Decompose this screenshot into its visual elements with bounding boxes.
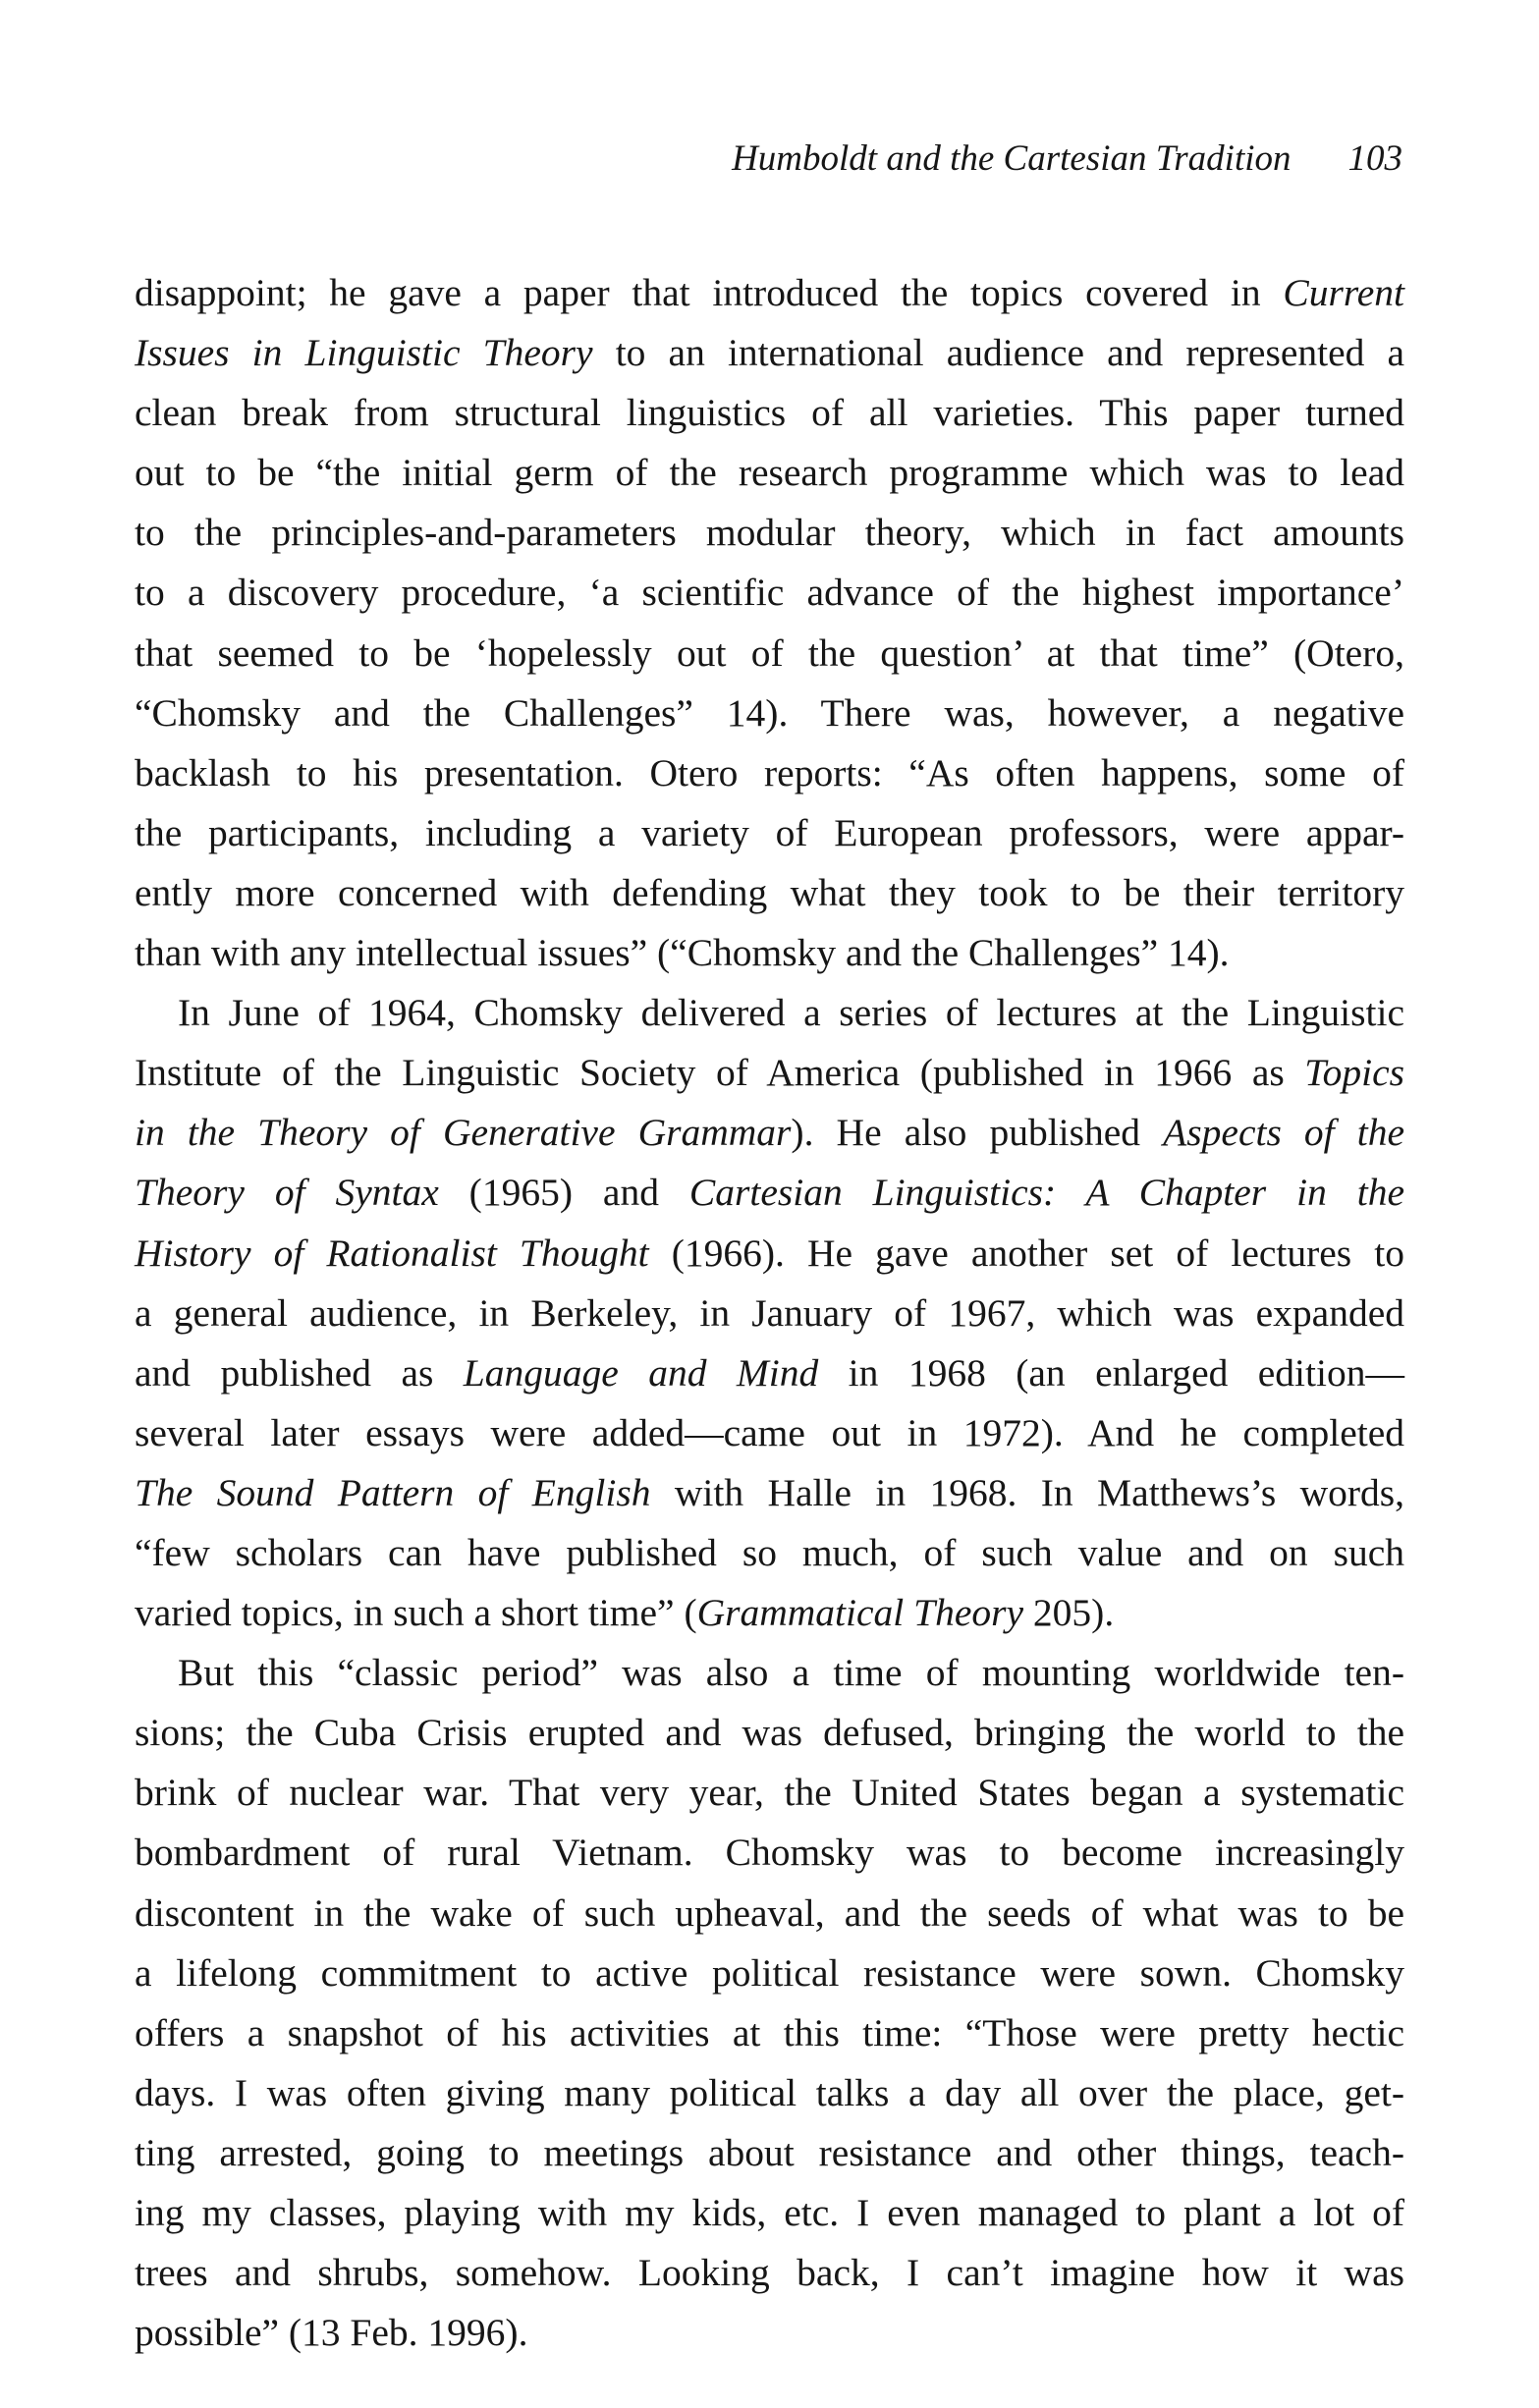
- text-span: to an international audience and represented a: [592, 331, 1405, 375]
- text-span: and published as: [135, 1350, 464, 1395]
- text-line: [135, 863, 1404, 923]
- text-line: [135, 624, 1404, 684]
- text-line: [135, 2063, 1404, 2123]
- running-head-title: Humboldt and the Cartesian Tradition: [732, 138, 1292, 179]
- text-span: possible” (13 Feb. 1996).: [135, 2311, 528, 2355]
- text-span: with Halle in 1968. In Matthews’s words,: [650, 1470, 1405, 1514]
- text-span: in 1968 (an enlarged edition—: [818, 1350, 1404, 1395]
- text-line: [135, 1224, 1404, 1284]
- text-span: several later essays were added—came out in 1972). And he completed: [135, 1410, 1404, 1454]
- italic-text: Issues in Linguistic Theory: [135, 331, 593, 375]
- text-span: Institute of the Linguistic Society of America (published in 1966 as: [135, 1051, 1305, 1095]
- text-line: [135, 2123, 1404, 2183]
- text-line: [135, 2243, 1404, 2303]
- text-span: out to be “the initial germ of the research programme which was to lead: [135, 451, 1404, 495]
- text-span: to the principles-and-parameters modular theory, which in fact amounts: [135, 511, 1404, 555]
- text-line: [135, 1284, 1404, 1343]
- text-span: brink of nuclear war. That very year, the United States began a systematic: [135, 1771, 1404, 1815]
- italic-text: Theory of Syntax: [135, 1171, 439, 1215]
- text-line: [135, 263, 1404, 323]
- text-line: [135, 684, 1404, 743]
- text-line: [135, 983, 1404, 1043]
- text-line: [135, 1463, 1404, 1523]
- text-line: [135, 1643, 1404, 1703]
- italic-text: Topics: [1304, 1051, 1404, 1095]
- text-span: ently more concerned with defending what they took to be their territory: [135, 870, 1404, 914]
- italic-text: Current: [1283, 271, 1404, 314]
- text-span: days. I was often giving many political talks a day all over the place, get-: [135, 2070, 1404, 2114]
- text-line: [135, 2303, 1404, 2363]
- text-span: (1965) and: [438, 1171, 689, 1215]
- text-span: varied topics, in such a short time” (: [135, 1591, 697, 1635]
- text-line: [135, 2003, 1404, 2063]
- italic-text: The Sound Pattern of English: [135, 1470, 651, 1514]
- italic-text: Grammatical Theory: [696, 1591, 1024, 1635]
- text-line: [135, 1523, 1404, 1583]
- text-line: [135, 323, 1404, 383]
- text-span: bombardment of rural Vietnam. Chomsky was to become increasingly: [135, 1831, 1404, 1875]
- text-line: [135, 1943, 1404, 2003]
- page-number: 103: [1347, 138, 1402, 179]
- text-line: [135, 1583, 1404, 1643]
- text-line: [135, 1163, 1404, 1223]
- text-span: “few scholars can have published so much, of such value and on such: [135, 1530, 1404, 1574]
- text-span: disappoint; he gave a paper that introduced the topics covered in: [135, 271, 1284, 314]
- text-line: [135, 1703, 1404, 1763]
- text-span: sions; the Cuba Crisis erupted and was defused, bringing the world to the: [135, 1711, 1404, 1755]
- text-line: [135, 1884, 1404, 1943]
- text-span: to a discovery procedure, ‘a scientific advance of the highest importance’: [135, 571, 1404, 615]
- italic-text: Language and Mind: [463, 1350, 819, 1395]
- text-span: ting arrested, going to meetings about resistance and other things, teach-: [135, 2130, 1404, 2174]
- text-span: offers a snapshot of his activities at this time: “Those were pretty hectic: [135, 2010, 1404, 2054]
- text-line: [135, 443, 1404, 503]
- text-span: 205).: [1023, 1591, 1115, 1635]
- running-head: [136, 137, 1402, 181]
- text-line: [135, 743, 1404, 803]
- italic-text: Cartesian Linguistics: A Chapter in the: [688, 1171, 1404, 1215]
- text-span: than with any intellectual issues” (“Chomsky and the Challenges” 14).: [135, 931, 1230, 975]
- text-span: a general audience, in Berkeley, in January of 1967, which was expanded: [135, 1290, 1404, 1335]
- text-line: [135, 1103, 1404, 1163]
- text-line: [135, 923, 1404, 983]
- text-span: clean break from structural linguistics of all varieties. This paper turned: [135, 391, 1404, 435]
- italic-text: in the Theory of Generative Grammar: [135, 1111, 792, 1155]
- text-line: [135, 1763, 1404, 1823]
- text-line: [135, 563, 1404, 623]
- text-line: [135, 2183, 1404, 2243]
- text-line: [135, 1823, 1404, 1883]
- italic-text: History of Rationalist Thought: [135, 1231, 649, 1275]
- text-span: a lifelong commitment to active political resistance were sown. Chomsky: [135, 1950, 1404, 1995]
- body-text: [135, 263, 1404, 2363]
- text-line: [135, 1043, 1404, 1103]
- text-line: [135, 1403, 1404, 1463]
- text-span: ing my classes, playing with my kids, etc. I even managed to plant a lot of: [135, 2191, 1404, 2234]
- text-line: [135, 803, 1404, 863]
- text-span: backlash to his presentation. Otero reports: “As often happens, some of: [135, 750, 1404, 794]
- text-span: In June of 1964, Chomsky delivered a series of lectures at the Linguistic: [178, 991, 1404, 1035]
- text-span: (1966). He gave another set of lectures to: [648, 1231, 1405, 1275]
- text-line: [135, 383, 1404, 443]
- text-span: But this “classic period” was also a time of mounting worldwide ten-: [178, 1651, 1404, 1695]
- text-span: ). He also published: [791, 1111, 1164, 1155]
- italic-text: Aspects of the: [1163, 1111, 1404, 1155]
- text-line: [135, 1343, 1404, 1403]
- text-span: that seemed to be ‘hopelessly out of the question’ at that time” (Otero,: [135, 630, 1404, 675]
- text-line: [135, 503, 1404, 563]
- text-span: “Chomsky and the Challenges” 14). There was, however, a negative: [135, 690, 1404, 735]
- text-span: the participants, including a variety of European professors, were appar-: [135, 810, 1404, 854]
- text-span: trees and shrubs, somehow. Looking back, I can’t imagine how it was: [135, 2251, 1404, 2295]
- text-span: discontent in the wake of such upheaval, and the seeds of what was to be: [135, 1890, 1404, 1935]
